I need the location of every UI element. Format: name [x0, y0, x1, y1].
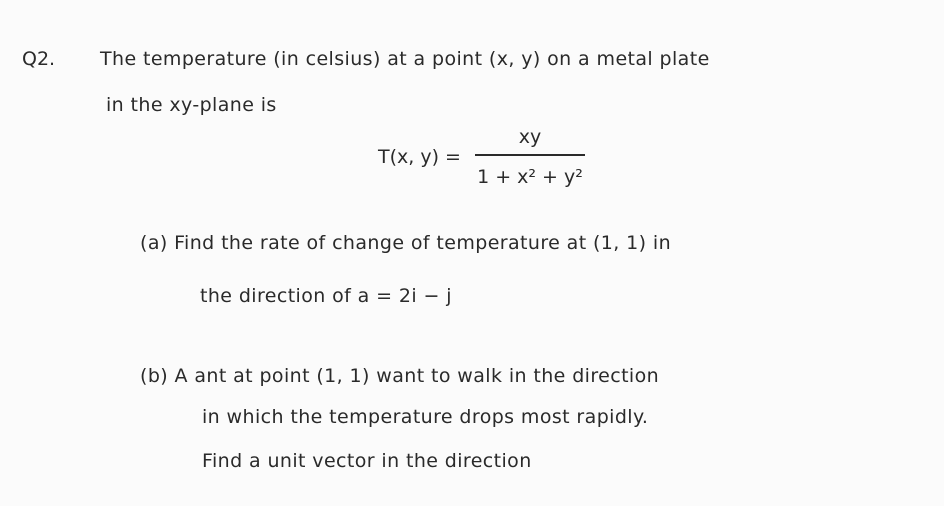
formula-lhs: T(x, y) = [378, 146, 461, 168]
part-b-line-1: (b) A ant at point (1, 1) want to walk in the direction [140, 365, 660, 387]
formula-numerator: xy [518, 126, 542, 148]
question-intro-line-1: The temperature (in celsius) at a point (x, y) on a metal plate [100, 48, 710, 70]
part-a-line-2: the direction of a = 2i − j [200, 285, 452, 307]
part-a-line-1: (a) Find the rate of change of temperature at (1, 1) in [140, 232, 672, 254]
question-number: Q2. [22, 48, 56, 70]
part-b-line-2: in which the temperature drops most rapidly. [202, 406, 649, 428]
part-b-line-3: Find a unit vector in the direction [202, 450, 532, 472]
formula-denominator: 1 + x² + y² [477, 166, 583, 188]
formula-fraction [475, 126, 585, 188]
temperature-formula [378, 126, 585, 188]
question-intro-line-2: in the xy-plane is [106, 94, 277, 116]
